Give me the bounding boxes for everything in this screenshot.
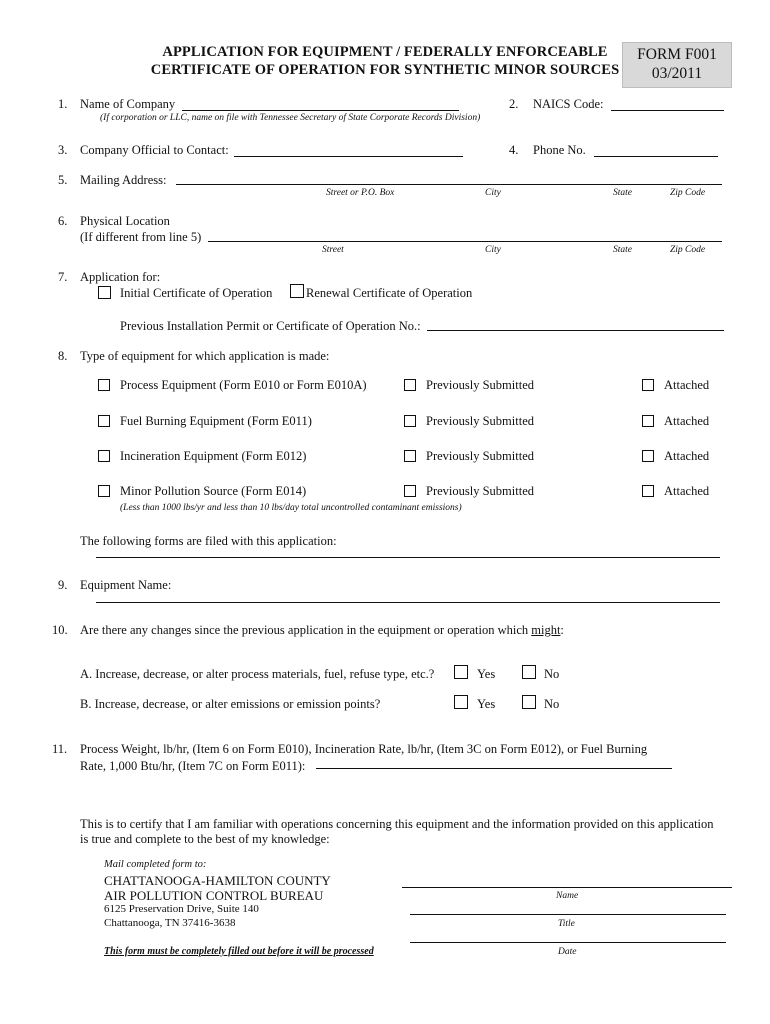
changes-question-text: Are there any changes since the previous application in the equipment or operation which [80, 623, 532, 637]
naics-field[interactable] [611, 110, 724, 111]
company-name-note: (If corporation or LLC, name on file with Tennessee Secretary of State Corporate Records Division) [100, 113, 481, 123]
date-caption: Date [558, 947, 577, 957]
phone-label: Phone No. [533, 143, 586, 157]
physical-location-label: Physical Location [80, 214, 170, 228]
date-signature-line[interactable] [410, 942, 726, 943]
renewal-certificate-checkbox[interactable] [290, 284, 304, 298]
question-a-no-label: No [544, 667, 560, 681]
fuel-burning-prev-label: Previously Submitted [426, 414, 534, 428]
completion-warning: This form must be completely filled out before it will be processed [104, 946, 374, 957]
mailing-street-caption: Street or P.O. Box [326, 188, 395, 198]
physical-city-caption: City [485, 245, 501, 255]
equipment-name-label: Equipment Name: [80, 578, 172, 592]
incineration-attached-label: Attached [664, 449, 710, 463]
incineration-label: Incineration Equipment (Form E012) [120, 449, 307, 463]
incineration-prev-checkbox[interactable] [404, 450, 416, 462]
name-caption: Name [556, 891, 579, 901]
mailing-address-label: Mailing Address: [80, 173, 167, 187]
contact-field[interactable] [234, 156, 463, 157]
renewal-certificate-label: Renewal Certificate of Operation [306, 286, 473, 300]
question-a-yes-label: Yes [477, 667, 496, 681]
question-b-yes-label: Yes [477, 697, 496, 711]
initial-certificate-checkbox[interactable] [98, 286, 111, 299]
question-a-yes-checkbox[interactable] [454, 665, 468, 679]
minor-pollution-attached-checkbox[interactable] [642, 485, 654, 497]
mailing-address-field[interactable] [176, 184, 722, 185]
question-b-label: B. Increase, decrease, or alter emissions or emission points? [80, 697, 381, 711]
process-equipment-attached-checkbox[interactable] [642, 379, 654, 391]
q3-number: 3. [58, 143, 68, 157]
mailing-zip-caption: Zip Code [670, 188, 706, 198]
minor-pollution-note: (Less than 1000 lbs/yr and less than 10 lbs/day total uncontrolled contaminant emissions) [120, 503, 462, 513]
phone-field[interactable] [594, 156, 718, 157]
q5-number: 5. [58, 173, 68, 187]
physical-zip-caption: Zip Code [670, 245, 706, 255]
mail-address-line2: Chattanooga, TN 37416-3638 [104, 917, 236, 929]
mailing-state-caption: State [613, 188, 632, 198]
changes-question-emphasis: might [531, 623, 561, 637]
q2-number: 2. [509, 97, 519, 111]
title-signature-line[interactable] [410, 914, 726, 915]
previous-permit-field[interactable] [427, 330, 724, 331]
equipment-type-label: Type of equipment for which application is made: [80, 349, 330, 363]
fuel-burning-checkbox[interactable] [98, 415, 110, 427]
title-caption: Title [558, 919, 575, 929]
title-line-2: CERTIFICATE OF OPERATION FOR SYNTHETIC MINOR SOURCES [150, 62, 620, 78]
fuel-burning-attached-checkbox[interactable] [642, 415, 654, 427]
physical-state-caption: State [613, 245, 632, 255]
q1-number: 1. [58, 97, 68, 111]
q10-number: 10. [52, 623, 68, 637]
minor-pollution-prev-label: Previously Submitted [426, 484, 534, 498]
certify-line2: is true and complete to the best of my knowledge: [80, 832, 330, 846]
q8-number: 8. [58, 349, 68, 363]
question-b-no-checkbox[interactable] [522, 695, 536, 709]
q4-number: 4. [509, 143, 519, 157]
question-b-yes-checkbox[interactable] [454, 695, 468, 709]
mail-address-line1: 6125 Preservation Drive, Suite 140 [104, 903, 259, 915]
q6-number: 6. [58, 214, 68, 228]
changes-question [80, 623, 564, 638]
physical-street-caption: Street [322, 245, 344, 255]
equipment-name-field[interactable] [96, 602, 720, 603]
incineration-checkbox[interactable] [98, 450, 110, 462]
q9-number: 9. [58, 578, 68, 592]
contact-label: Company Official to Contact: [80, 143, 229, 157]
process-equipment-label: Process Equipment (Form E010 or Form E010A) [120, 378, 367, 392]
question-a-label: A. Increase, decrease, or alter process materials, fuel, refuse type, etc.? [80, 667, 435, 681]
process-weight-line1: Process Weight, lb/hr, (Item 6 on Form E010), Incineration Rate, lb/hr, (Item 3C on Form E012), or Fuel Burning [80, 742, 648, 756]
minor-pollution-checkbox[interactable] [98, 485, 110, 497]
form-date: 03/2011 [651, 65, 703, 82]
q7-number: 7. [58, 270, 68, 284]
company-name-field[interactable] [182, 110, 459, 111]
form-number: FORM F001 [637, 46, 717, 63]
form-number-box [622, 42, 732, 88]
question-b-no-label: No [544, 697, 560, 711]
fuel-burning-prev-checkbox[interactable] [404, 415, 416, 427]
incineration-prev-label: Previously Submitted [426, 449, 534, 463]
incineration-attached-checkbox[interactable] [642, 450, 654, 462]
question-a-no-checkbox[interactable] [522, 665, 536, 679]
minor-pollution-attached-label: Attached [664, 484, 710, 498]
mail-intro: Mail completed form to: [104, 859, 207, 870]
minor-pollution-prev-checkbox[interactable] [404, 485, 416, 497]
application-for-label: Application for: [80, 270, 161, 284]
mailing-city-caption: City [485, 188, 501, 198]
fuel-burning-label: Fuel Burning Equipment (Form E011) [120, 414, 312, 428]
naics-label: NAICS Code: [533, 97, 604, 111]
changes-question-colon: : [560, 623, 564, 637]
name-signature-line[interactable] [402, 887, 732, 888]
process-weight-field[interactable] [316, 768, 672, 769]
process-equipment-prev-checkbox[interactable] [404, 379, 416, 391]
process-equipment-checkbox[interactable] [98, 379, 110, 391]
process-equipment-attached-label: Attached [664, 378, 710, 392]
forms-filed-label: The following forms are filed with this application: [80, 534, 337, 548]
forms-filed-field[interactable] [96, 557, 720, 558]
initial-certificate-label: Initial Certificate of Operation [120, 286, 273, 300]
mail-org-line2: AIR POLLUTION CONTROL BUREAU [104, 888, 324, 903]
q11-number: 11. [52, 742, 68, 756]
physical-location-field[interactable] [208, 241, 722, 242]
process-weight-line2: Rate, 1,000 Btu/hr, (Item 7C on Form E011): [80, 759, 306, 773]
certify-line1: This is to certify that I am familiar with operations concerning this equipment and the information provided on this application [80, 817, 714, 831]
company-name-label: Name of Company [80, 97, 176, 111]
minor-pollution-label: Minor Pollution Source (Form E014) [120, 484, 307, 498]
mail-org-line1: CHATTANOOGA-HAMILTON COUNTY [104, 873, 331, 888]
process-equipment-prev-label: Previously Submitted [426, 378, 534, 392]
previous-permit-label: Previous Installation Permit or Certificate of Operation No.: [120, 319, 421, 333]
title-line-1: APPLICATION FOR EQUIPMENT / FEDERALLY ENFORCEABLE [162, 44, 608, 60]
fuel-burning-attached-label: Attached [664, 414, 710, 428]
physical-location-sublabel: (If different from line 5) [80, 230, 202, 244]
